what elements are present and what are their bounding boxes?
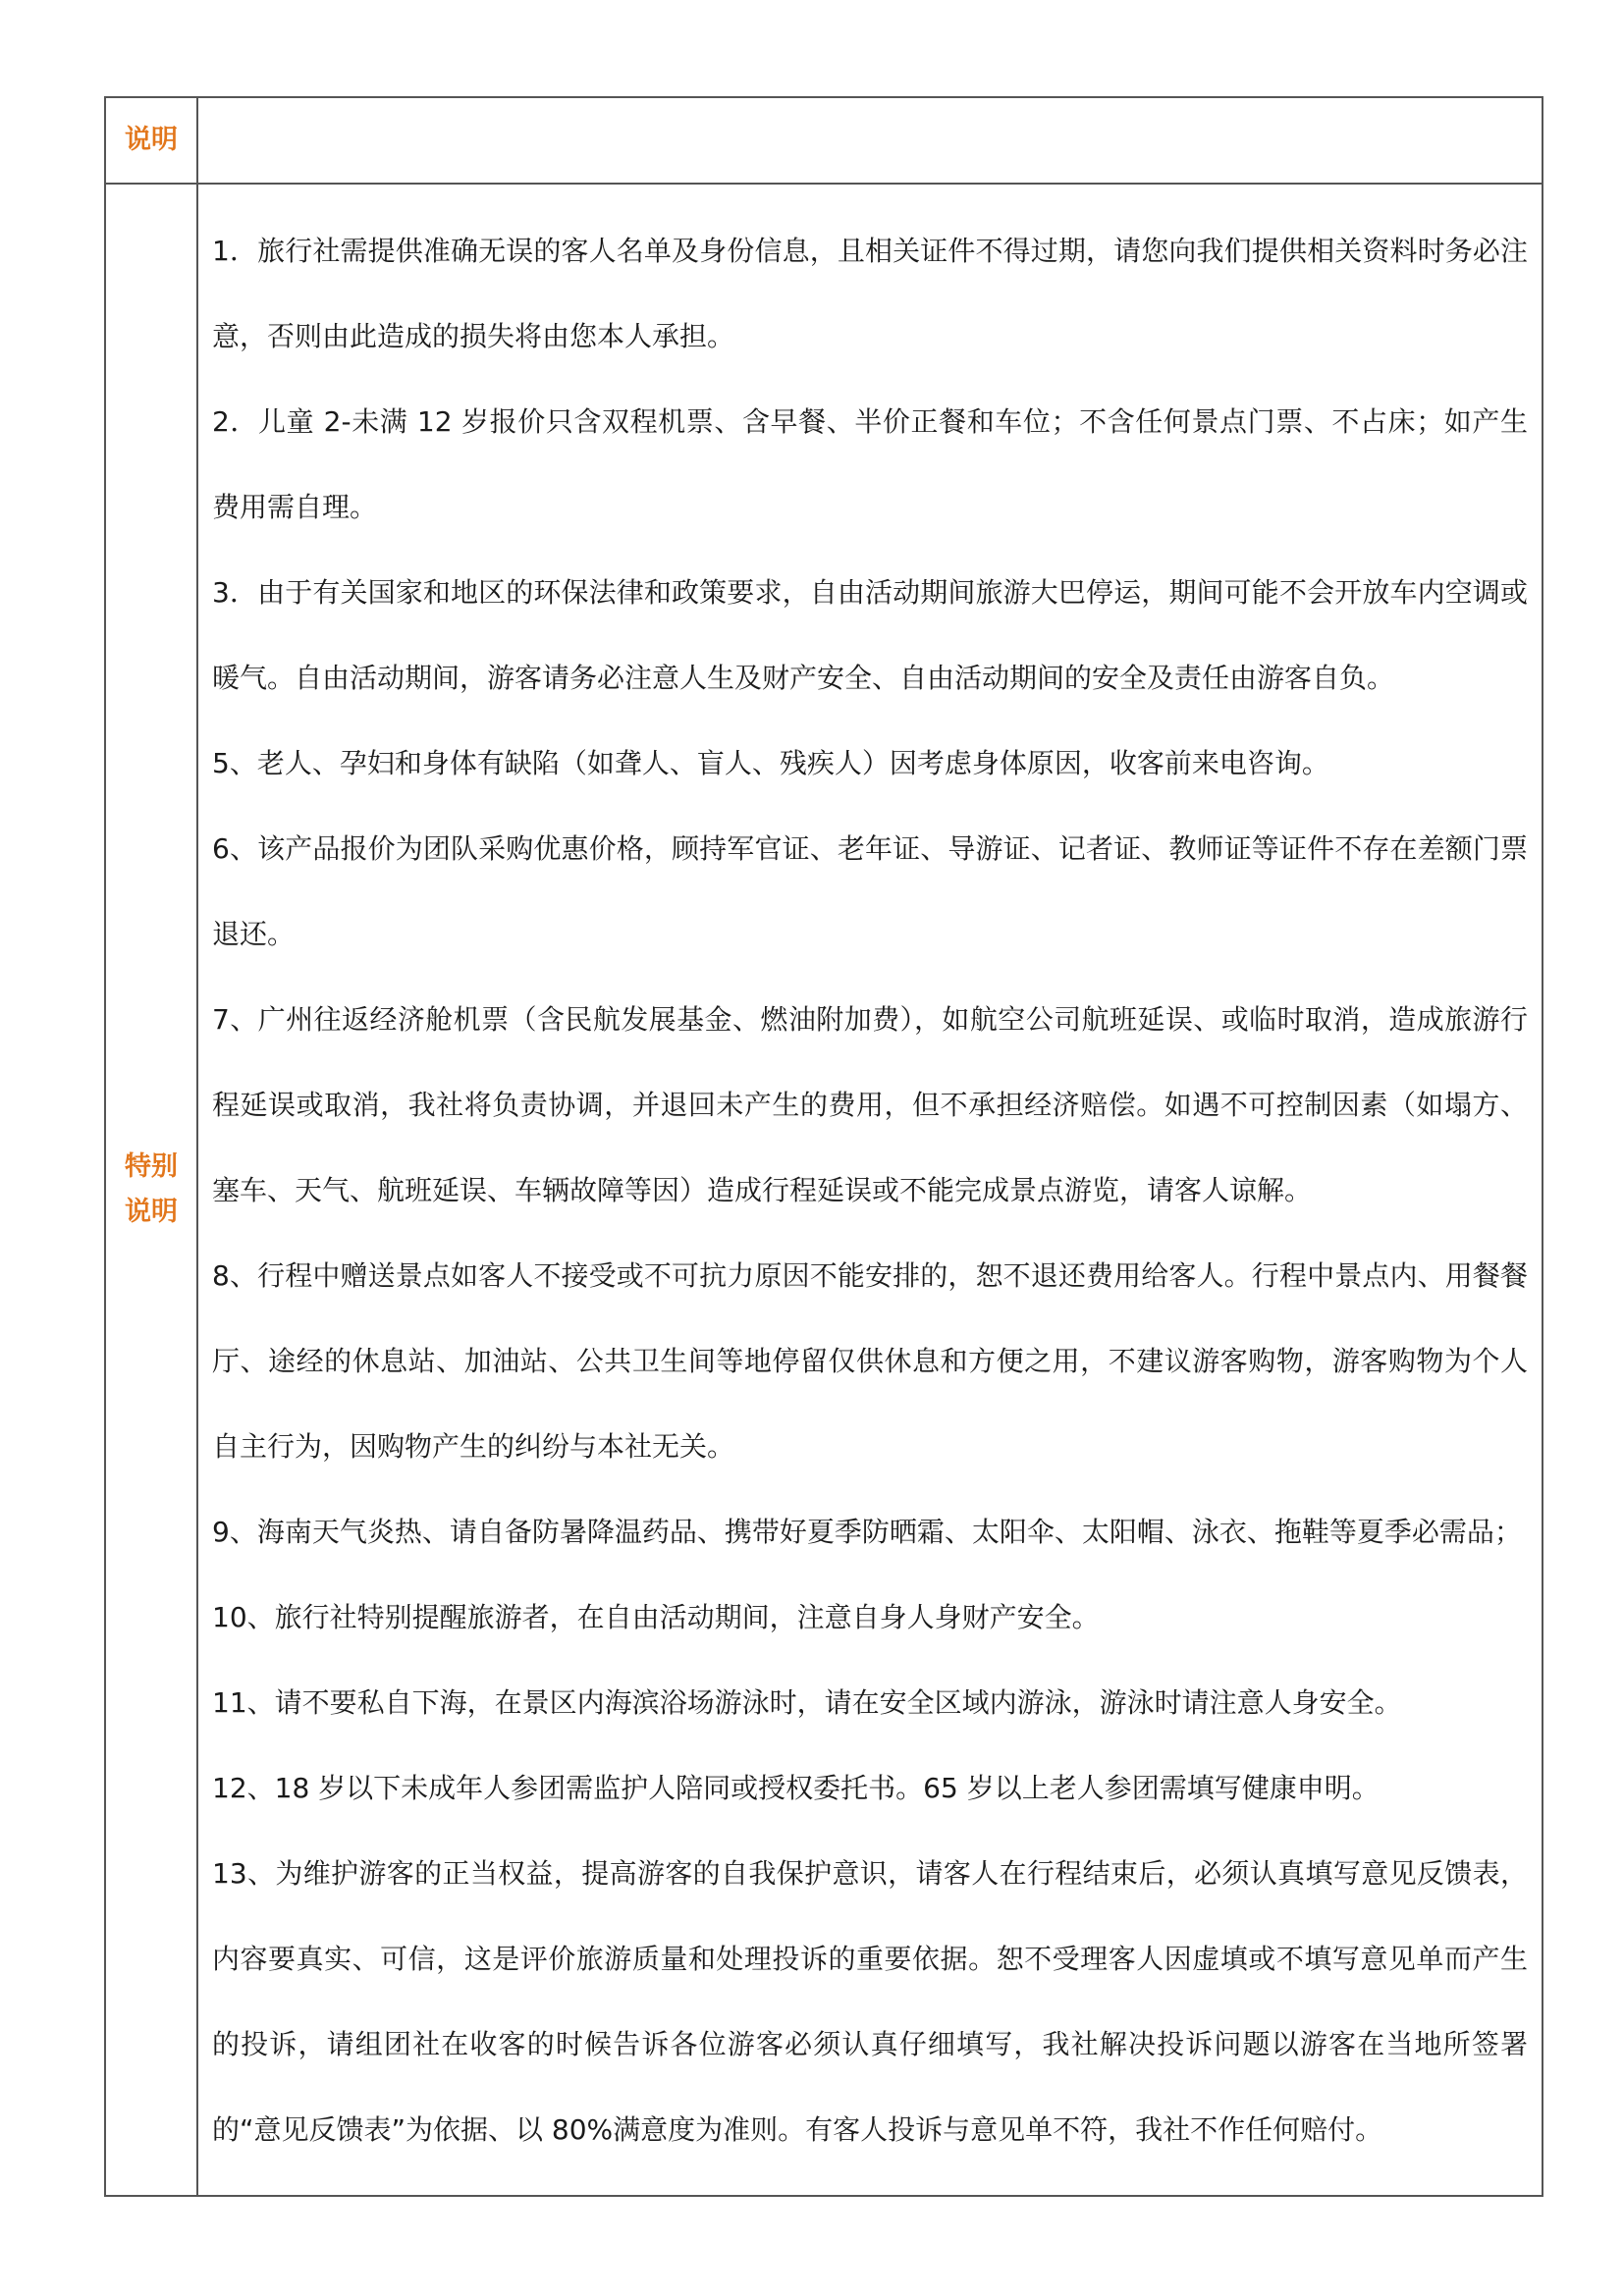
header-row [105,97,1543,184]
special-notes-label-line1: 特别 [125,1151,178,1182]
header-label-cell [105,97,197,184]
notes-table [104,96,1543,2197]
special-notes-content-cell [197,184,1543,2196]
note-item: 12、18 岁以下未成年人参团需监护人陪同或授权委托书。65 岁以上老人参团需填写健康申明。 [212,1771,1380,1804]
note-item: 11、请不要私自下海，在景区内海滨浴场游泳时，请在安全区域内游泳，游泳时请注意人身安全。 [212,1685,1402,1719]
note-item: 7、广州往返经济舱机票（含民航发展基金、燃油附加费），如航空公司航班延误、或临时取消，造成旅游行程延误或取消，我社将负责协调，并退回未产生的费用，但不承担经济赔偿。如遇不可控制因素（如塌方、塞车、天气、航班延误、车辆故障等因）造成行程延误或不能完成景点游览，请客人谅解。 [212,1002,1528,1206]
special-notes-list [212,208,1528,2172]
special-notes-row [105,184,1543,2196]
special-notes-label-cell [105,184,197,2196]
note-item: 1．旅行社需提供准确无误的客人名单及身份信息，且相关证件不得过期，请您向我们提供相关资料时务必注意，否则由此造成的损失将由您本人承担。 [212,234,1528,352]
header-content-cell [197,97,1543,184]
note-item: 10、旅行社特别提醒旅游者，在自由活动期间，注意自身人身财产安全。 [212,1600,1100,1633]
note-item: 5、老人、孕妇和身体有缺陷（如聋人、盲人、残疾人）因考虑身体原因，收客前来电咨询。 [212,746,1329,779]
note-item: 9、海南天气炎热、请自备防暑降温药品、携带好夏季防晒霜、太阳伞、太阳帽、泳衣、拖鞋等夏季必需品； [212,1515,1522,1548]
note-item: 13、为维护游客的正当权益，提高游客的自我保护意识，请客人在行程结束后，必须认真填写意见反馈表，内容要真实、可信，这是评价旅游质量和处理投诉的重要依据。恕不受理客人因虚填或不填写意见单而产生的投诉，请组团社在收客的时候告诉各位游客必须认真仔细填写，我社解决投诉问题以游客在当地所签署的“意见反馈表”为依据、以 80%满意度为准则。有客人投诉与意见单不符，我社不作任何赔付。 [212,1856,1528,2146]
special-notes-label-line2: 说明 [125,1197,178,1227]
note-item: 8、行程中赠送景点如客人不接受或不可抗力原因不能安排的，恕不退还费用给客人。行程中景点内、用餐餐厅、途经的休息站、加油站、公共卫生间等地停留仅供休息和方便之用，不建议游客购物，游客购物为个人自主行为，因购物产生的纠纷与本社无关。 [212,1258,1528,1463]
note-item: 2．儿童 2-未满 12 岁报价只含双程机票、含早餐、半价正餐和车位；不含任何景点门票、不占床；如产生费用需自理。 [212,404,1528,523]
note-item: 3．由于有关国家和地区的环保法律和政策要求，自由活动期间旅游大巴停运，期间可能不会开放车内空调或暖气。自由活动期间，游客请务必注意人生及财产安全、自由活动期间的安全及责任由游客自负。 [212,575,1528,694]
note-item: 6、该产品报价为团队采购优惠价格，顾持军官证、老年证、导游证、记者证、教师证等证件不存在差额门票退还。 [212,831,1528,950]
header-label: 说明 [125,125,178,155]
